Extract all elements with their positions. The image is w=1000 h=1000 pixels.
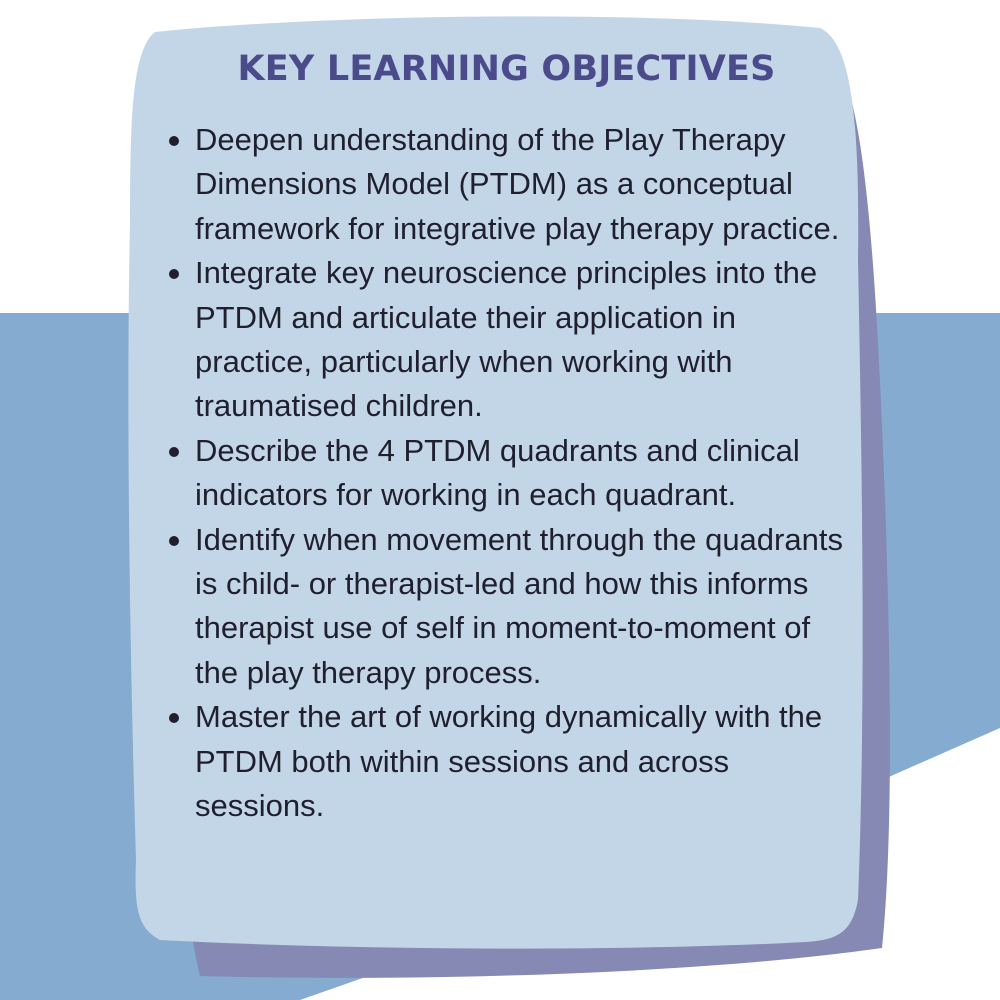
page-title: KEY LEARNING OBJECTIVES [237,49,776,89]
bullet-icon [169,536,179,546]
objective-text: Describe the 4 PTDM quadrants and clinical indicators for working in each quadrant. [195,432,800,513]
objective-item [150,251,855,429]
bullet-icon [169,136,179,146]
bullet-icon [169,447,179,457]
bullet-icon [169,713,179,723]
card-content [150,40,855,829]
objective-text: Master the art of working dynamically with the PTDM both within sessions and across sessions. [195,699,823,824]
objective-item [150,695,855,828]
objective-item [150,518,855,696]
objective-text: Identify when movement through the quadrants is child- or therapist-led and how this informs therapist use of self in moment-to-moment of the play therapy process. [195,521,843,690]
objective-item [150,429,855,518]
objectives-list [150,118,855,829]
objective-text: Integrate key neuroscience principles into the PTDM and articulate their application in practice, particularly when working with traumatised children. [195,255,818,424]
objective-text: Deepen understanding of the Play Therapy Dimensions Model (PTDM) as a conceptual framework for integrative play therapy practice. [195,122,840,246]
objective-item [150,118,855,251]
bullet-icon [169,269,179,279]
